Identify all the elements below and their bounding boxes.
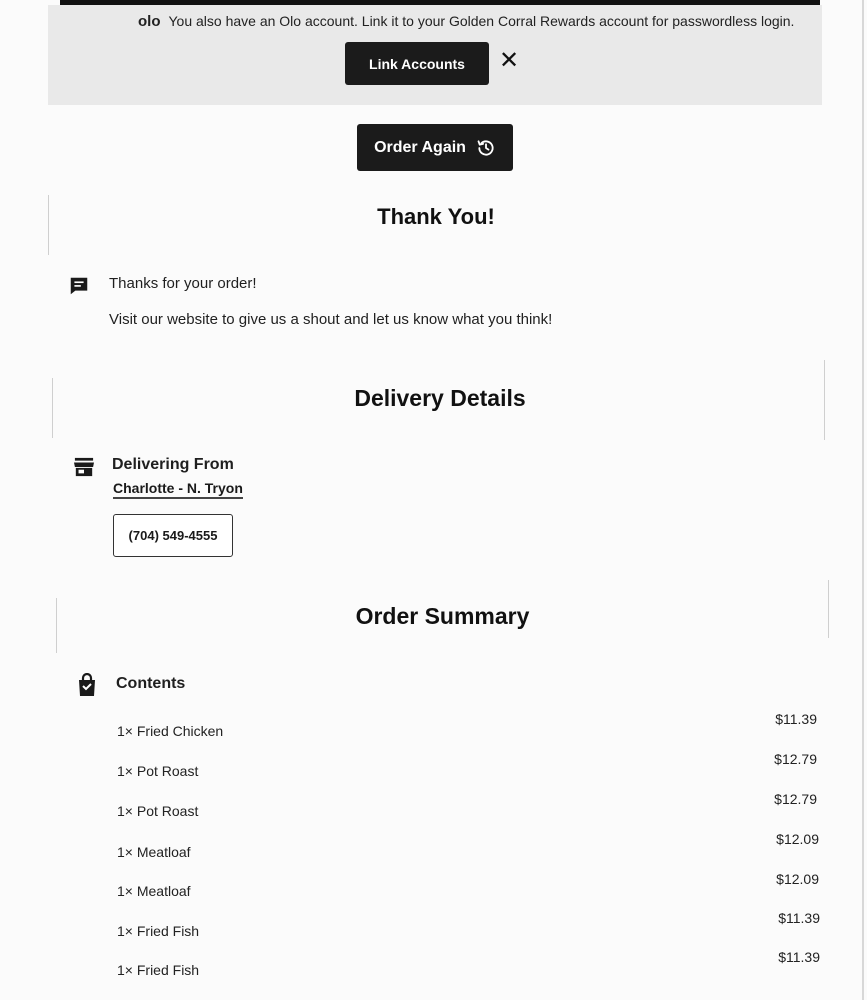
item-price: $11.39 bbox=[778, 910, 820, 926]
shopping-bag-icon bbox=[77, 673, 97, 697]
item-price: $11.39 bbox=[778, 949, 820, 965]
banner-text: You also have an Olo account. Link it to your Golden Corral Rewards account for passwordless login. bbox=[168, 13, 795, 29]
message-icon bbox=[68, 275, 90, 297]
item-name: 1× Fried Fish bbox=[117, 962, 200, 978]
item-name: 1× Fried Chicken bbox=[117, 723, 224, 739]
item-price: $12.79 bbox=[774, 791, 817, 807]
item-name: 1× Meatloaf bbox=[117, 844, 191, 860]
thank-you-line2: Visit our website to give us a shout and let us know what you think! bbox=[109, 311, 553, 328]
scan-mark bbox=[56, 598, 57, 653]
delivery-details-title: Delivery Details bbox=[354, 385, 526, 411]
link-accounts-button[interactable]: Link Accounts bbox=[345, 42, 489, 85]
item-name: 1× Fried Fish bbox=[117, 923, 200, 939]
item-name: 1× Pot Roast bbox=[117, 763, 199, 779]
order-summary-title: Order Summary bbox=[355, 603, 530, 629]
item-price: $12.79 bbox=[774, 751, 817, 767]
contents-label: Contents bbox=[116, 675, 186, 692]
close-icon[interactable]: ✕ bbox=[498, 47, 520, 74]
store-icon bbox=[73, 457, 95, 477]
order-again-button[interactable] bbox=[357, 124, 513, 171]
scan-mark bbox=[48, 195, 49, 255]
thank-you-title: Thank You! bbox=[377, 204, 495, 229]
item-price: $12.09 bbox=[776, 871, 819, 887]
history-icon bbox=[476, 138, 496, 158]
item-price: $12.09 bbox=[776, 831, 819, 847]
thank-you-line1: Thanks for your order! bbox=[109, 275, 257, 292]
olo-logo: olo bbox=[138, 13, 161, 30]
item-price: $11.39 bbox=[775, 711, 817, 727]
delivering-from-label: Delivering From bbox=[112, 456, 234, 473]
page-edge bbox=[862, 0, 864, 1000]
item-name: 1× Pot Roast bbox=[117, 803, 199, 819]
banner-message bbox=[138, 13, 794, 30]
store-link[interactable]: Charlotte - N. Tryon bbox=[113, 480, 243, 499]
scan-mark bbox=[52, 378, 53, 438]
scan-mark bbox=[824, 360, 825, 440]
order-again-label: Order Again bbox=[374, 138, 466, 156]
phone-button[interactable]: (704) 549-4555 bbox=[113, 514, 233, 557]
scan-mark bbox=[828, 580, 829, 638]
item-name: 1× Meatloaf bbox=[117, 883, 191, 899]
